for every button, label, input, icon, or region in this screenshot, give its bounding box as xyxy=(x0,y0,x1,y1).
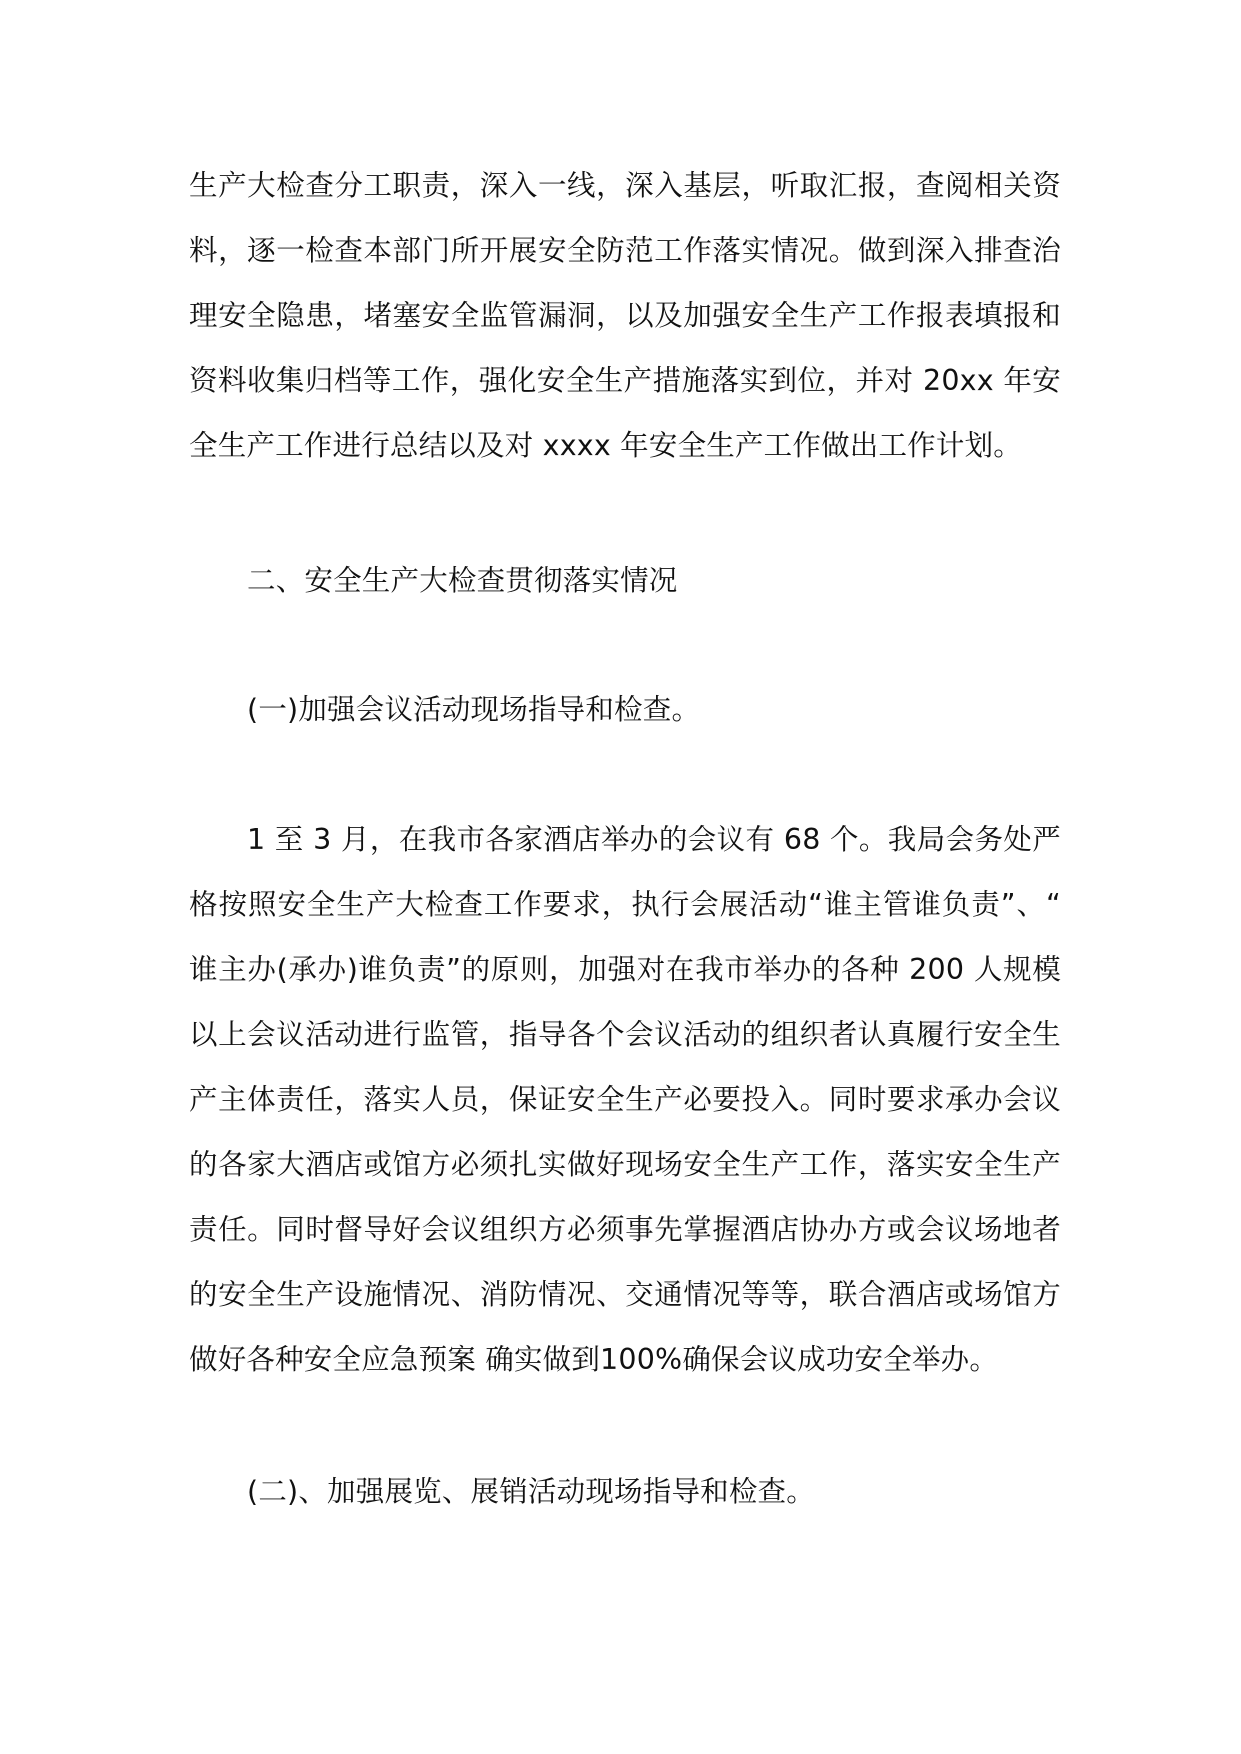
body-paragraph-meetings: 1 至 3 月，在我市各家酒店举办的会议有 68 个。我局会务处严格按照安全生产大检查工作要求，执行会展活动“谁主管谁负责”、“ 谁主办(承办)谁负责”的原则，加强对在我市举办的各种 200 人规模以上会议活动进行监管，指导各个会议活动的组织者认真履行安全生产主体责任，落实人员，保证安全生产必要投入。同时要求承办会议的各家大酒店或馆方必须扎实做好现场安全生产工作，落实安全生产责任。同时督导好会议组织方必须事先掌握酒店协办方或会议场地者的安全生产设施情况、消防情况、交通情况等等，联合酒店或场馆方做好各种安全应急预案 确实做到100%确保会议成功安全举办。 xyxy=(189,823,1061,1376)
subsection-heading-2: (二)、加强展览、展销活动现场指导和检查。 xyxy=(247,1475,815,1508)
section-heading-2: 二、安全生产大检查贯彻落实情况 xyxy=(247,564,678,597)
subsection-heading-1: (一)加强会议活动现场指导和检查。 xyxy=(247,693,701,726)
body-paragraph-continued: 生产大检查分工职责，深入一线，深入基层，听取汇报，查阅相关资料，逐一检查本部门所开展安全防范工作落实情况。做到深入排查治理安全隐患，堵塞安全监管漏洞，以及加强安全生产工作报表填报和资料收集归档等工作，强化安全生产措施落实到位，并对 20xx 年安全生产工作进行总结以及对 xxxx 年安全生产工作做出工作计划。 xyxy=(189,169,1061,462)
